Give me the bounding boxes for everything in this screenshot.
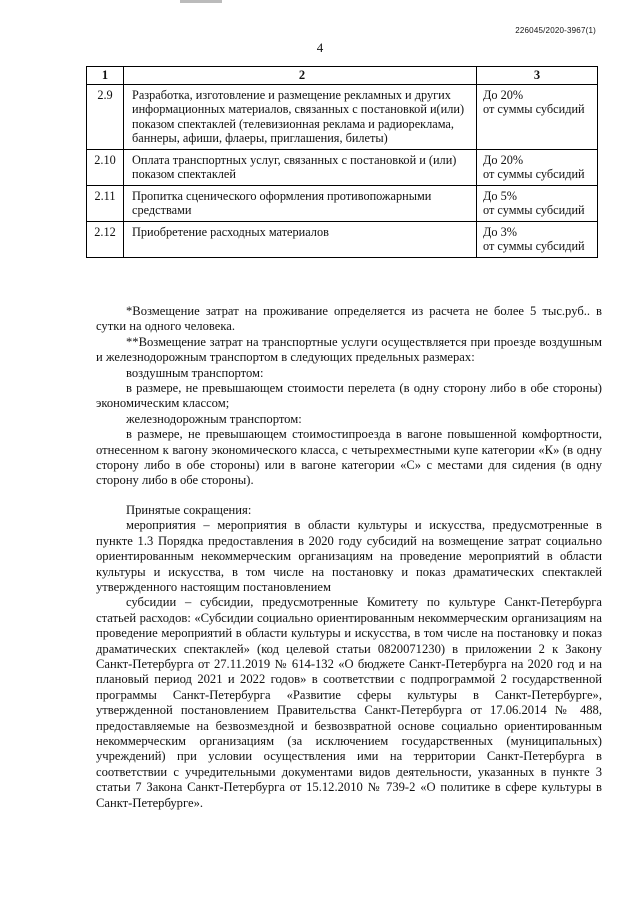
expense-name: Пропитка сценического оформления противопожарными средствами bbox=[124, 185, 477, 221]
scan-artifact bbox=[180, 0, 222, 3]
limit-base: от суммы субсидий bbox=[483, 239, 585, 253]
row-number: 2.10 bbox=[87, 149, 124, 185]
air-transport-label: воздушным транспортом: bbox=[126, 365, 264, 380]
limit-base: от суммы субсидий bbox=[483, 102, 585, 116]
row-number: 2.12 bbox=[87, 221, 124, 257]
rail-transport-label: железнодорожным транспортом: bbox=[126, 411, 302, 426]
abbreviation-subsidies: субсидии – субсидии, предусмотренные Комитету по культуре Санкт-Петербурга статьей расходов: «Субсидии социально ориентированным некоммерческим организациям на проведение мероприятий в области культуры и искусства, в том числе на постановку и показ драматических спектаклей» (код целевой статьи 0820071230) в приложении 2 к Закону Санкт-Петербурга от 27.11.2019 № 614-132 «О бюджете Санкт-Петербурга на 2020 год и на плановый период 2021 и 2022 годов» в соответствии с подпрограммой 2 государственной программы Санкт-Петербурга «Развитие сферы культуры в Санкт-Петербурге», утвержденной постановлением Правительства Санкт-Петербурга от 17.06.2014 № 488, предоставляемые на безвозмездной и безвозвратной основе социально ориентированным некоммерческим организациям (за исключением государственных (муниципальных) учреждений) при условии осуществления ими на территории Санкт-Петербурга в соответствии с учредительными документами видов деятельности, указанных в пункте 3 статьи 7 Закона Санкт-Петербурга от 15.12.2010 № 739-2 «О политике в сфере культуры в Санкт-Петербурге». bbox=[96, 595, 602, 810]
table-row bbox=[87, 221, 598, 257]
spacer bbox=[96, 489, 602, 503]
page-number: 4 bbox=[316, 40, 324, 55]
limit-percent: До 5% bbox=[483, 188, 518, 203]
expense-name: Разработка, изготовление и размещение рекламных и других информационных материалов, связанных с постановкой и(или) показом спектаклей (телевизионная реклама и радиореклама, баннеры, афиши, флаеры, приглашения, билеты) bbox=[124, 84, 477, 149]
row-number: 2.9 bbox=[87, 84, 124, 149]
expense-limit bbox=[477, 84, 598, 149]
expense-name: Приобретение расходных материалов bbox=[124, 221, 477, 257]
expense-name: Оплата транспортных услуг, связанных с постановкой и (или) показом спектаклей bbox=[124, 149, 477, 185]
footnote-accommodation: *Возмещение затрат на проживание определяется из расчета не более 5 тыс.руб.. в сутки на одного человека. bbox=[96, 304, 602, 334]
column-header: 2 bbox=[124, 67, 477, 85]
footnote-transport: **Возмещение затрат на транспортные услуги осуществляется при проезде воздушным и железнодорожным транспортом в следующих предельных размерах: bbox=[96, 334, 602, 365]
limit-percent: До 20% bbox=[483, 87, 524, 102]
table-row bbox=[87, 185, 598, 221]
table-row bbox=[87, 149, 598, 185]
abbreviation-events: мероприятия – мероприятия в области культуры и искусства, предусмотренные в пункте 1.3 Порядка предоставления в 2020 году субсидий на возмещение затрат социально ориентированным некоммерческим организациям на проведение мероприятий в области культуры и искусства, в том числе на постановку и показ драматических спектаклей утвержденного настоящим постановлением bbox=[96, 518, 602, 594]
document-body bbox=[96, 304, 602, 811]
expense-limit bbox=[477, 185, 598, 221]
limit-base: от суммы субсидий bbox=[483, 167, 585, 181]
limit-percent: До 20% bbox=[483, 152, 524, 167]
table-header-row bbox=[87, 67, 598, 85]
row-number: 2.11 bbox=[87, 185, 124, 221]
column-header: 1 bbox=[87, 67, 124, 85]
column-header: 3 bbox=[477, 67, 598, 85]
abbreviations-title: Принятые сокращения: bbox=[126, 502, 252, 517]
expense-limit bbox=[477, 221, 598, 257]
limit-percent: До 3% bbox=[483, 224, 518, 239]
air-transport-text: в размере, не превышающем стоимости перелета (в одну сторону либо в обе стороны) экономическим классом; bbox=[96, 381, 602, 411]
expense-limit bbox=[477, 149, 598, 185]
table-row bbox=[87, 84, 598, 149]
document-id: 226045/2020-3967(1) bbox=[515, 26, 596, 35]
rail-transport-text: в размере, не превышающем стоимостипроезда в вагоне повышенной комфортности, отнесенном к вагону экономического класса, с четырехместными купе категории «К» (в одну сторону либо в обе стороны) или в вагоне категории «С» с местами для сидения (в одну сторону либо в обе стороны). bbox=[96, 427, 602, 488]
limit-base: от суммы субсидий bbox=[483, 203, 585, 217]
expense-table bbox=[86, 66, 598, 258]
